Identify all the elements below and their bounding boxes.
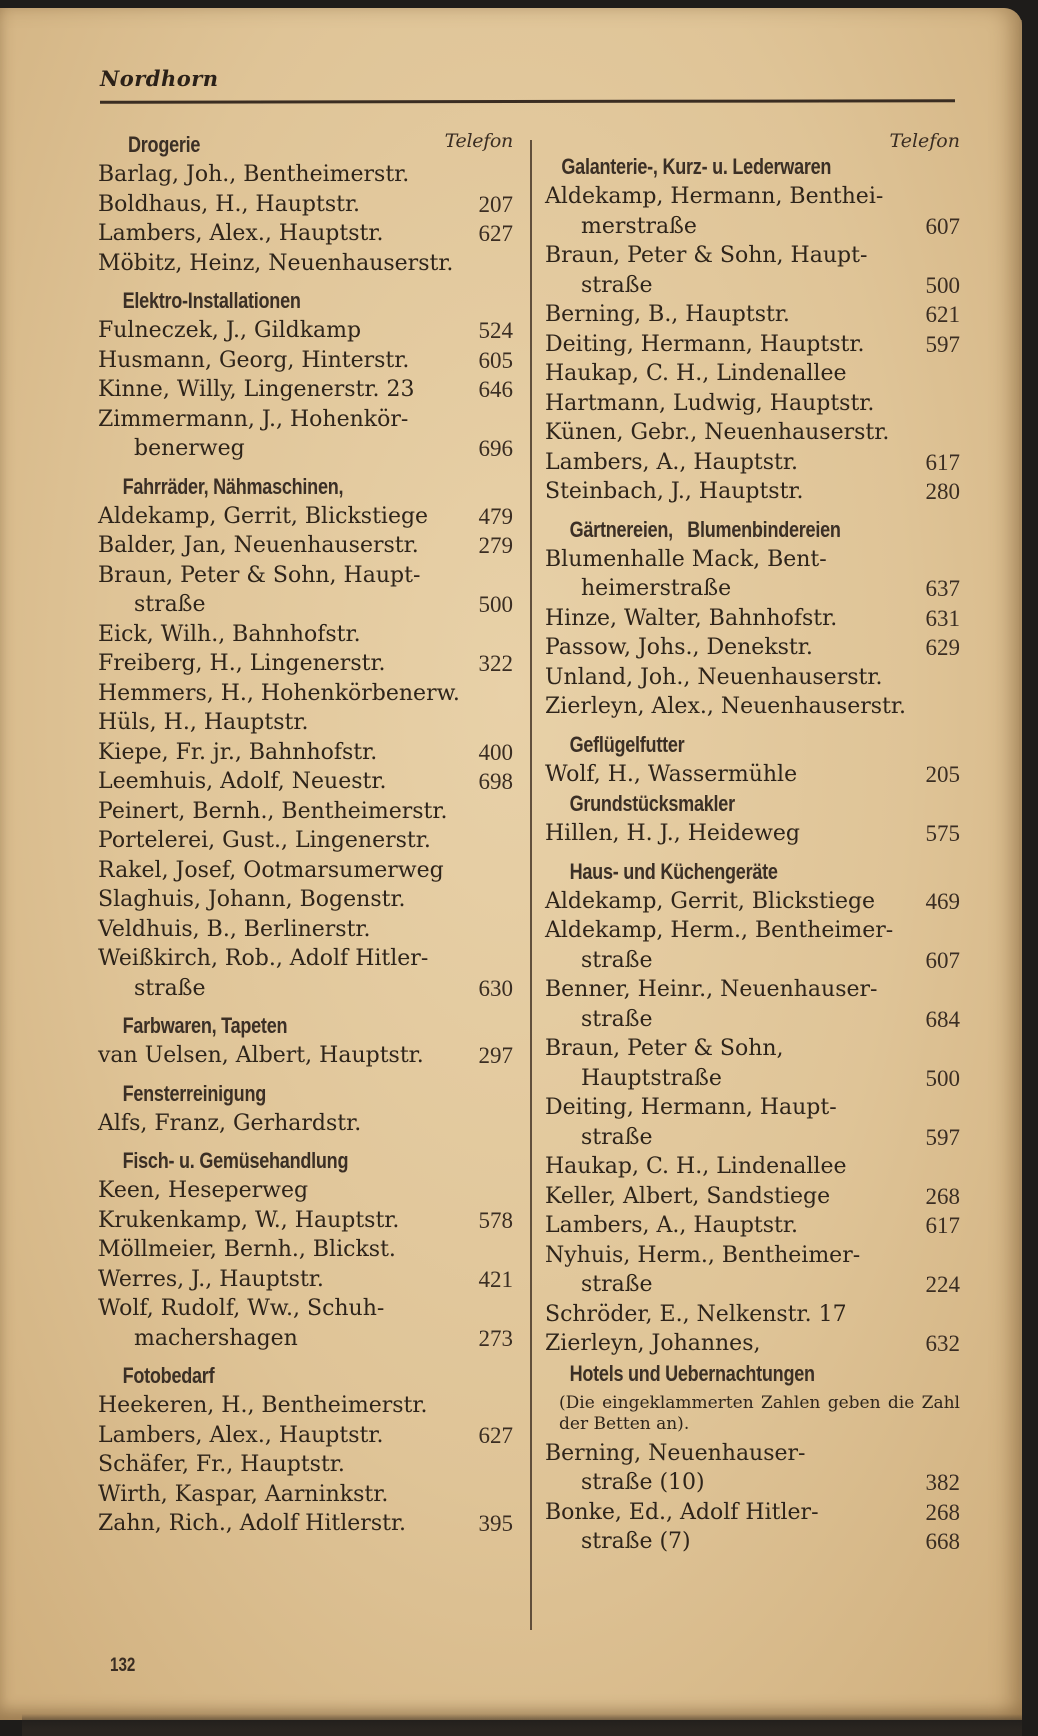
list-item: Schäfer, Fr., Hauptstr. xyxy=(98,1452,345,1477)
list-item: Hemmers, H., Hohenkörbenerw. xyxy=(98,680,460,706)
category-heading: Geflügelfutter xyxy=(569,731,685,757)
list-item: Lambers, A., Hauptstr. 617 xyxy=(545,449,960,475)
list-item-continuation: Hauptstraße 500 xyxy=(581,1065,960,1091)
list-item: Schröder, E., Nelkenstr. 17 xyxy=(545,1301,847,1327)
list-item: Aldekamp, Hermann, Benthei- xyxy=(545,184,884,209)
list-item: Heekeren, H., Bentheimerstr. xyxy=(98,1393,428,1418)
list-item-continuation: benerweg 696 xyxy=(134,436,513,461)
list-item: Möllmeier, Bernh., Blickst. xyxy=(98,1237,396,1262)
list-item-continuation: straße 500 xyxy=(134,592,513,617)
category-heading: Drogerie Telefon xyxy=(98,130,513,160)
list-item-continuation: heimerstraße 637 xyxy=(581,576,960,601)
category-heading: Fotobedarf xyxy=(122,1363,215,1388)
category-heading: Fisch- u. Gemüsehandlung xyxy=(122,1148,349,1173)
left-column xyxy=(98,130,513,1539)
list-item: Husmann, Georg, Hinterstr. 605 xyxy=(98,347,513,373)
telefon-column-label: Telefon xyxy=(889,130,960,152)
category-heading: Grundstücksmakler xyxy=(569,791,735,816)
list-item: Lambers, Alex., Hauptstr. 627 xyxy=(98,221,513,246)
list-item: Bonke, Ed., Adolf Hitler- 268 xyxy=(545,1499,960,1525)
list-item: Wirth, Kaspar, Aarninkstr. xyxy=(98,1481,389,1507)
list-item: Balder, Jan, Neuenhauserstr. 279 xyxy=(98,533,513,558)
telefon-column-label: Telefon xyxy=(444,130,513,152)
list-item: Keen, Heseperweg xyxy=(98,1178,309,1203)
list-item: Veldhuis, B., Berlinerstr. xyxy=(98,916,371,942)
list-item: Krukenkamp, W., Hauptstr. 578 xyxy=(98,1207,513,1233)
list-item: Berning, B., Hauptstr. 621 xyxy=(545,302,960,327)
list-item: Zierleyn, Alex., Neuenhauserstr. xyxy=(545,694,906,719)
list-item: Eick, Wilh., Bahnhofstr. xyxy=(98,621,361,647)
list-item: Künen, Gebr., Neuenhauserstr. xyxy=(545,420,890,445)
list-item: Braun, Peter & Sohn, xyxy=(545,1036,784,1061)
list-item: Hüls, H., Hauptstr. xyxy=(98,710,309,735)
list-item-continuation: straße 684 xyxy=(581,1006,960,1032)
list-item: Portelerei, Gust., Lingenerstr. xyxy=(98,828,431,853)
list-item: Slaghuis, Johann, Bogenstr. xyxy=(98,887,406,912)
category-heading: Gärtnereien, Blumenbindereien xyxy=(569,516,841,542)
section-note: (Die eingeklammerten Zahlen geben die Zahl der Betten an). xyxy=(559,1392,960,1434)
category-heading: Farbwaren, Tapeten xyxy=(122,1013,288,1038)
category-heading: Haus- und Küchengeräte xyxy=(569,858,778,884)
list-item-continuation: straße 500 xyxy=(581,272,960,298)
list-item: Werres, J., Hauptstr. 421 xyxy=(98,1266,513,1292)
list-item: Zahn, Rich., Adolf Hitlerstr. 395 xyxy=(98,1511,513,1536)
list-item-continuation: straße (7) 668 xyxy=(581,1529,960,1554)
list-item: Aldekamp, Gerrit, Blickstiege 479 xyxy=(98,503,513,529)
list-item: van Uelsen, Albert, Hauptstr. 297 xyxy=(98,1043,513,1068)
list-item: Weißkirch, Rob., Adolf Hitler- xyxy=(98,946,429,971)
list-item: Berning, Neuenhauser- xyxy=(545,1440,806,1466)
list-item: Alfs, Franz, Gerhardstr. xyxy=(98,1110,362,1136)
list-item: Peinert, Bernh., Bentheimerstr. xyxy=(98,798,448,824)
list-item: Unland, Joh., Neuenhauserstr. xyxy=(545,664,883,690)
page-bottom-shadow xyxy=(22,1714,1022,1736)
list-item: Braun, Peter & Sohn, Haupt- xyxy=(545,243,868,268)
list-item: Hinze, Walter, Bahnhofstr. 631 xyxy=(545,605,960,631)
category-heading: Hotels und Uebernachtungen xyxy=(569,1360,815,1386)
list-item: Barlag, Joh., Bentheimerstr. xyxy=(98,162,410,187)
column-divider xyxy=(530,140,532,1630)
list-item: Lambers, A., Hauptstr. 617 xyxy=(545,1213,960,1238)
list-item-continuation: merstraße 607 xyxy=(581,213,960,239)
list-item: Fulneczek, J., Gildkamp 524 xyxy=(98,318,513,343)
list-item: Deiting, Hermann, Haupt- xyxy=(545,1095,837,1120)
list-item: Hartmann, Ludwig, Hauptstr. xyxy=(545,390,875,416)
list-item: Boldhaus, H., Hauptstr. 207 xyxy=(98,191,513,217)
category-heading: Elektro-Installationen xyxy=(122,288,301,313)
list-item: Aldekamp, Herm., Bentheimer- xyxy=(545,918,894,943)
list-item: Wolf, Rudolf, Ww., Schuh- xyxy=(98,1296,385,1321)
category-heading: Galanterie-, Kurz- u. Lederwaren xyxy=(561,154,832,179)
list-item-continuation: straße (10) 382 xyxy=(581,1470,960,1495)
list-item-continuation: straße 630 xyxy=(134,975,513,1001)
list-item: Wolf, H., Wassermühle 205 xyxy=(545,761,960,787)
list-item: Haukap, C. H., Lindenallee xyxy=(545,361,847,386)
list-item: Zierleyn, Johannes, 632 xyxy=(545,1331,960,1356)
list-item: Braun, Peter & Sohn, Haupt- xyxy=(98,562,421,588)
list-item: Aldekamp, Gerrit, Blickstiege 469 xyxy=(545,888,960,914)
category-heading: Fahrräder, Nähmaschinen, xyxy=(122,473,344,499)
page-right-edge xyxy=(1019,20,1022,1700)
list-item: Steinbach, J., Hauptstr. 280 xyxy=(545,479,960,504)
right-column xyxy=(545,130,960,1557)
list-item: Möbitz, Heinz, Neuenhauserstr. xyxy=(98,250,454,276)
list-item: Rakel, Josef, Ootmarsumerweg xyxy=(98,857,444,883)
list-item: Zimmermann, J., Hohenkör- xyxy=(98,406,409,432)
list-item: Nyhuis, Herm., Bentheimer- xyxy=(545,1242,861,1268)
list-item: Lambers, Alex., Hauptstr. 627 xyxy=(98,1422,513,1448)
list-item: Keller, Albert, Sandstiege 268 xyxy=(545,1183,960,1209)
list-item: Deiting, Hermann, Hauptstr. 597 xyxy=(545,331,960,357)
list-item: Haukap, C. H., Lindenallee xyxy=(545,1154,847,1179)
list-item-continuation: straße 597 xyxy=(581,1124,960,1150)
category-heading: Fensterreinigung xyxy=(122,1080,267,1106)
list-item: Blumenhalle Mack, Bent- xyxy=(545,546,827,572)
list-item-continuation: straße 224 xyxy=(581,1272,960,1297)
list-item: Benner, Heinr., Neuenhauser- xyxy=(545,977,878,1002)
page-number: 132 xyxy=(110,1655,136,1676)
list-item: Leemhuis, Adolf, Neuestr. 698 xyxy=(98,769,513,794)
list-item: Kiepe, Fr. jr., Bahnhofstr. 400 xyxy=(98,739,513,765)
list-item: Passow, Johs., Denekstr. 629 xyxy=(545,635,960,660)
list-item: Kinne, Willy, Lingenerstr. 23 646 xyxy=(98,377,513,402)
list-item-continuation: machershagen 273 xyxy=(134,1325,513,1351)
running-head: Nordhorn xyxy=(100,66,219,91)
list-item: Freiberg, H., Lingenerstr. 322 xyxy=(98,651,513,676)
list-item: Hillen, H. J., Heideweg 575 xyxy=(545,821,960,846)
list-item-continuation: straße 607 xyxy=(581,947,960,973)
